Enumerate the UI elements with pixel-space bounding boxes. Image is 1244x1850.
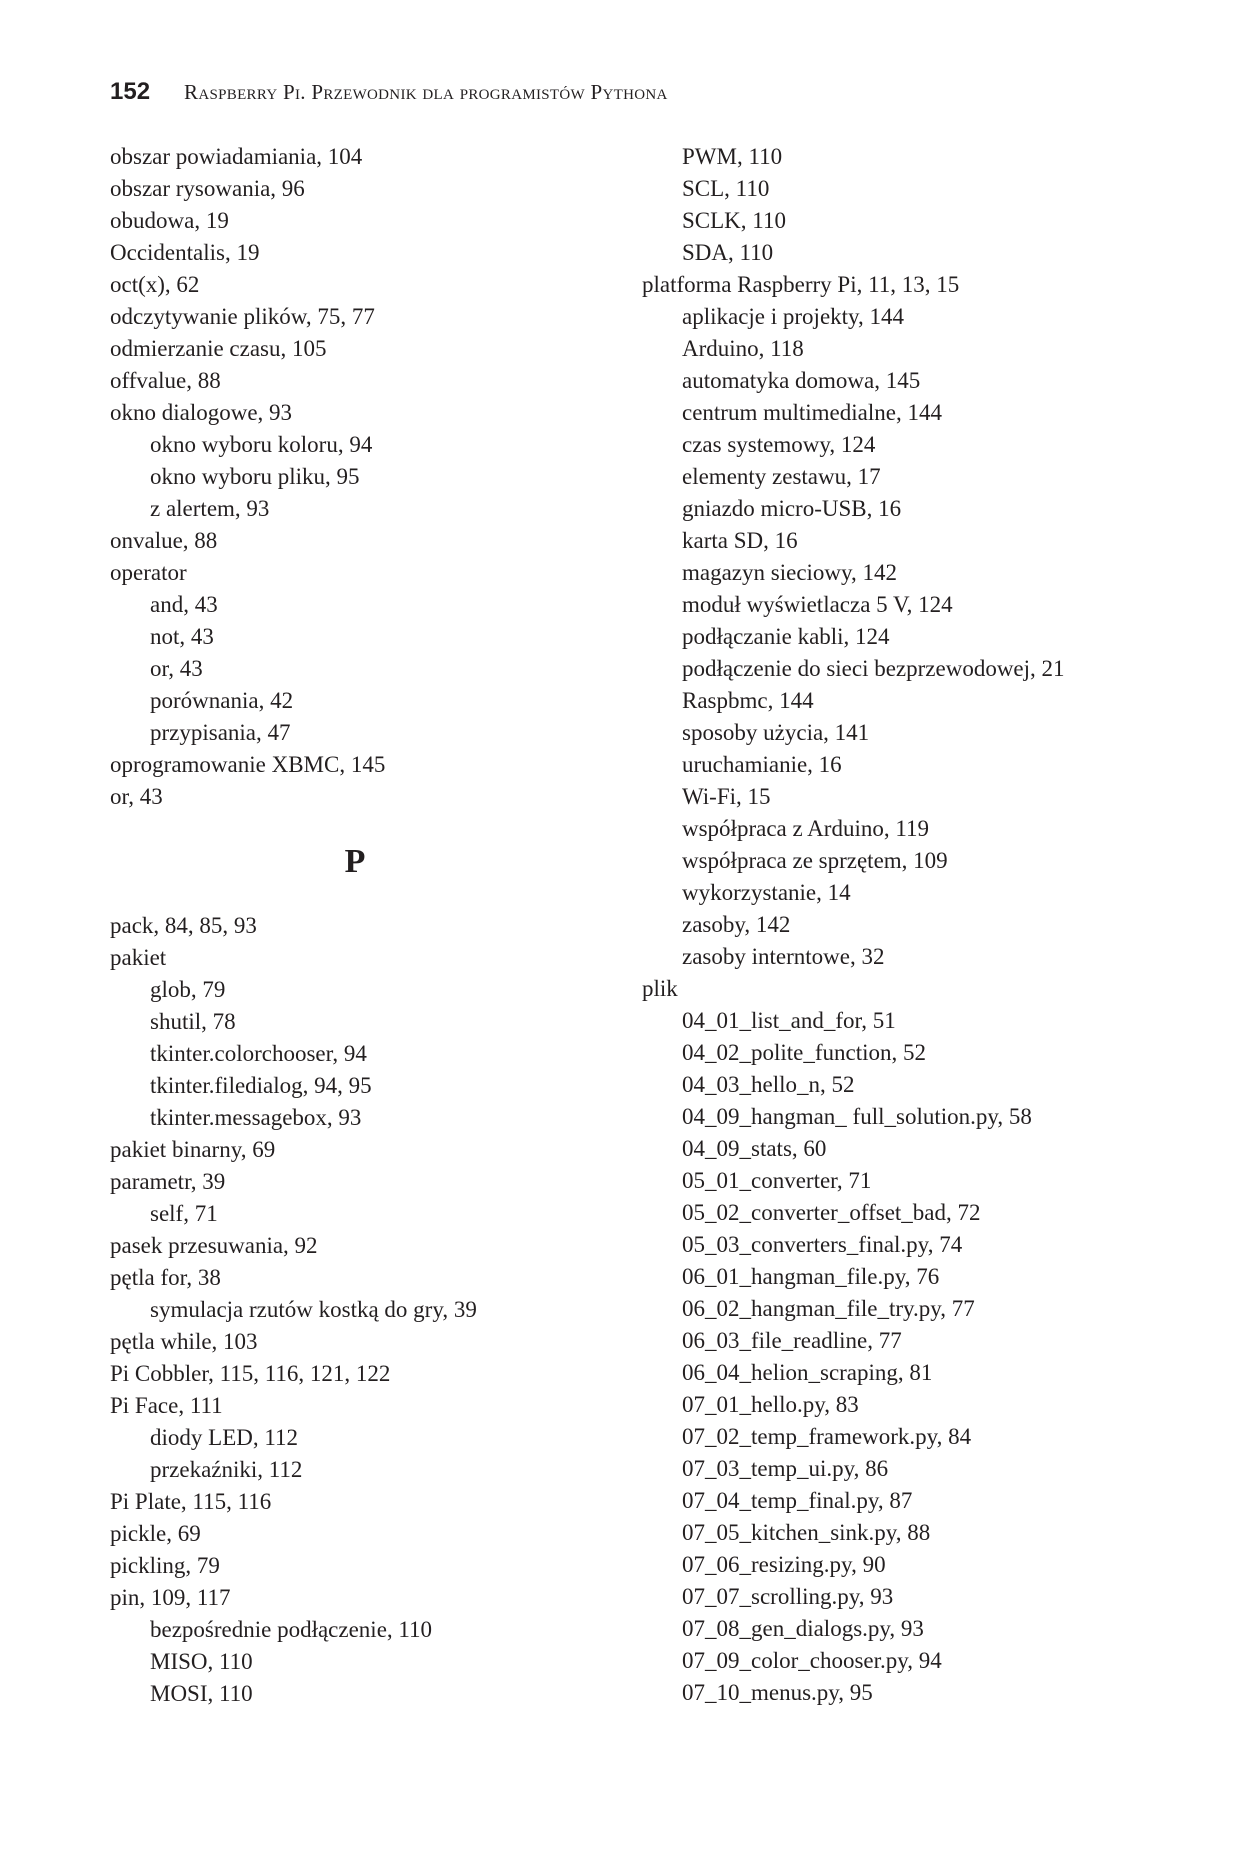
index-subentry: współpraca z Arduino, 119 (682, 816, 929, 841)
index-entry: pakiet binarny, 69 (110, 1137, 276, 1162)
index-subentry: Arduino, 118 (682, 336, 804, 361)
index-entry: parametr, 39 (110, 1169, 226, 1194)
index-entry: pasek przesuwania, 92 (110, 1233, 318, 1258)
index-subentry: shutil, 78 (150, 1009, 236, 1034)
index-subentry: Wi-Fi, 15 (682, 784, 771, 809)
index-entry: okno dialogowe, 93 (110, 400, 293, 425)
index-subentry: czas systemowy, 124 (682, 432, 876, 457)
index-column-left (110, 141, 630, 1710)
index-subentry: 06_01_hangman_file.py, 76 (682, 1264, 940, 1289)
index-subentry: not, 43 (150, 624, 214, 649)
index-subentry: okno wyboru pliku, 95 (150, 464, 360, 489)
page-number: 152 (110, 78, 151, 105)
index-subentry: and, 43 (150, 592, 218, 617)
index-subentry: 06_02_hangman_file_try.py, 77 (682, 1296, 975, 1321)
index-subentry: zasoby interntowe, 32 (682, 944, 885, 969)
index-entry: Pi Cobbler, 115, 116, 121, 122 (110, 1361, 391, 1386)
index-subentry: 07_07_scrolling.py, 93 (682, 1584, 894, 1609)
index-subentry: wykorzystanie, 14 (682, 880, 851, 905)
index-entry: pętla while, 103 (110, 1329, 258, 1354)
index-subentry: 07_06_resizing.py, 90 (682, 1552, 886, 1577)
index-subentry: okno wyboru koloru, 94 (150, 432, 373, 457)
index-subentry: 07_01_hello.py, 83 (682, 1392, 859, 1417)
index-subentry: 05_01_converter, 71 (682, 1168, 872, 1193)
index-entry: or, 43 (110, 784, 163, 809)
index-entry: odmierzanie czasu, 105 (110, 336, 327, 361)
index-entry: Occidentalis, 19 (110, 240, 260, 265)
index-column-right (642, 141, 1202, 1709)
index-subentry: z alertem, 93 (150, 496, 270, 521)
running-title: Raspberry Pi. Przewodnik dla programistów Pythona (184, 80, 668, 104)
index-subentry: 04_02_polite_function, 52 (682, 1040, 927, 1065)
index-subentry: automatyka domowa, 145 (682, 368, 921, 393)
index-subentry: porównania, 42 (150, 688, 294, 713)
index-subentry: MISO, 110 (150, 1649, 253, 1674)
index-entry: pack, 84, 85, 93 (110, 913, 257, 938)
index-entry: platforma Raspberry Pi, 11, 13, 15 (642, 272, 960, 297)
index-entry: Pi Face, 111 (110, 1393, 223, 1418)
index-subentry: symulacja rzutów kostką do gry, 39 (150, 1297, 477, 1322)
index-subentry: 07_02_temp_framework.py, 84 (682, 1424, 972, 1449)
index-entry: onvalue, 88 (110, 528, 218, 553)
section-letter-heading: P (344, 843, 366, 880)
index-subentry: przekaźniki, 112 (150, 1457, 303, 1482)
index-subentry: self, 71 (150, 1201, 218, 1226)
index-subentry: 07_08_gen_dialogs.py, 93 (682, 1616, 924, 1641)
index-subentry: podłączanie kabli, 124 (682, 624, 890, 649)
index-subentry: bezpośrednie podłączenie, 110 (150, 1617, 433, 1642)
index-subentry: magazyn sieciowy, 142 (682, 560, 898, 585)
index-subentry: sposoby użycia, 141 (682, 720, 870, 745)
index-subentry: przypisania, 47 (150, 720, 291, 745)
index-subentry: aplikacje i projekty, 144 (682, 304, 905, 329)
index-subentry: 07_04_temp_final.py, 87 (682, 1488, 913, 1513)
index-entry: obszar powiadamiania, 104 (110, 144, 363, 169)
index-entry: pakiet (110, 945, 167, 970)
index-subentry: SCLK, 110 (682, 208, 786, 233)
index-entry: plik (642, 976, 678, 1001)
index-entry: pin, 109, 117 (110, 1585, 231, 1610)
index-subentry: uruchamianie, 16 (682, 752, 842, 777)
index-entry: oprogramowanie XBMC, 145 (110, 752, 386, 777)
index-subentry: SCL, 110 (682, 176, 770, 201)
index-subentry: 04_01_list_and_for, 51 (682, 1008, 896, 1033)
index-entry: odczytywanie plików, 75, 77 (110, 304, 375, 329)
index-subentry: 04_09_hangman_ full_solution.py, 58 (682, 1104, 1032, 1129)
index-subentry: tkinter.filedialog, 94, 95 (150, 1073, 372, 1098)
index-entry: oct(x), 62 (110, 272, 200, 297)
index-subentry: gniazdo micro-USB, 16 (682, 496, 902, 521)
index-subentry: MOSI, 110 (150, 1681, 253, 1706)
index-subentry: 07_09_color_chooser.py, 94 (682, 1648, 942, 1673)
index-subentry: 04_03_hello_n, 52 (682, 1072, 855, 1097)
index-subentry: współpraca ze sprzętem, 109 (682, 848, 948, 873)
index-subentry: PWM, 110 (682, 144, 783, 169)
index-subentry: or, 43 (150, 656, 203, 681)
index-subentry: 04_09_stats, 60 (682, 1136, 827, 1161)
index-subentry: diody LED, 112 (150, 1425, 298, 1450)
index-subentry: 07_10_menus.py, 95 (682, 1680, 873, 1705)
index-subentry: tkinter.colorchooser, 94 (150, 1041, 367, 1066)
index-entry: pickling, 79 (110, 1553, 220, 1578)
index-subentry: 06_03_file_readline, 77 (682, 1328, 902, 1353)
index-subentry: 05_03_converters_final.py, 74 (682, 1232, 963, 1257)
index-entry: operator (110, 560, 187, 585)
index-subentry: 07_05_kitchen_sink.py, 88 (682, 1520, 931, 1545)
index-entry: pickle, 69 (110, 1521, 201, 1546)
index-subentry: zasoby, 142 (682, 912, 791, 937)
index-entry: offvalue, 88 (110, 368, 221, 393)
index-subentry: Raspbmc, 144 (682, 688, 814, 713)
running-header (110, 78, 668, 112)
index-subentry: SDA, 110 (682, 240, 774, 265)
index-subentry: 05_02_converter_offset_bad, 72 (682, 1200, 981, 1225)
index-subentry: podłączenie do sieci bezprzewodowej, 21 (682, 656, 1065, 681)
index-subentry: elementy zestawu, 17 (682, 464, 881, 489)
index-entry: obszar rysowania, 96 (110, 176, 305, 201)
index-entry: pętla for, 38 (110, 1265, 221, 1290)
index-subentry: 07_03_temp_ui.py, 86 (682, 1456, 889, 1481)
index-subentry: centrum multimedialne, 144 (682, 400, 942, 425)
index-entry: Pi Plate, 115, 116 (110, 1489, 272, 1514)
index-subentry: tkinter.messagebox, 93 (150, 1105, 362, 1130)
index-subentry: moduł wyświetlacza 5 V, 124 (682, 592, 953, 617)
index-entry: obudowa, 19 (110, 208, 229, 233)
index-subentry: 06_04_helion_scraping, 81 (682, 1360, 933, 1385)
index-subentry: karta SD, 16 (682, 528, 798, 553)
index-subentry: glob, 79 (150, 977, 226, 1002)
